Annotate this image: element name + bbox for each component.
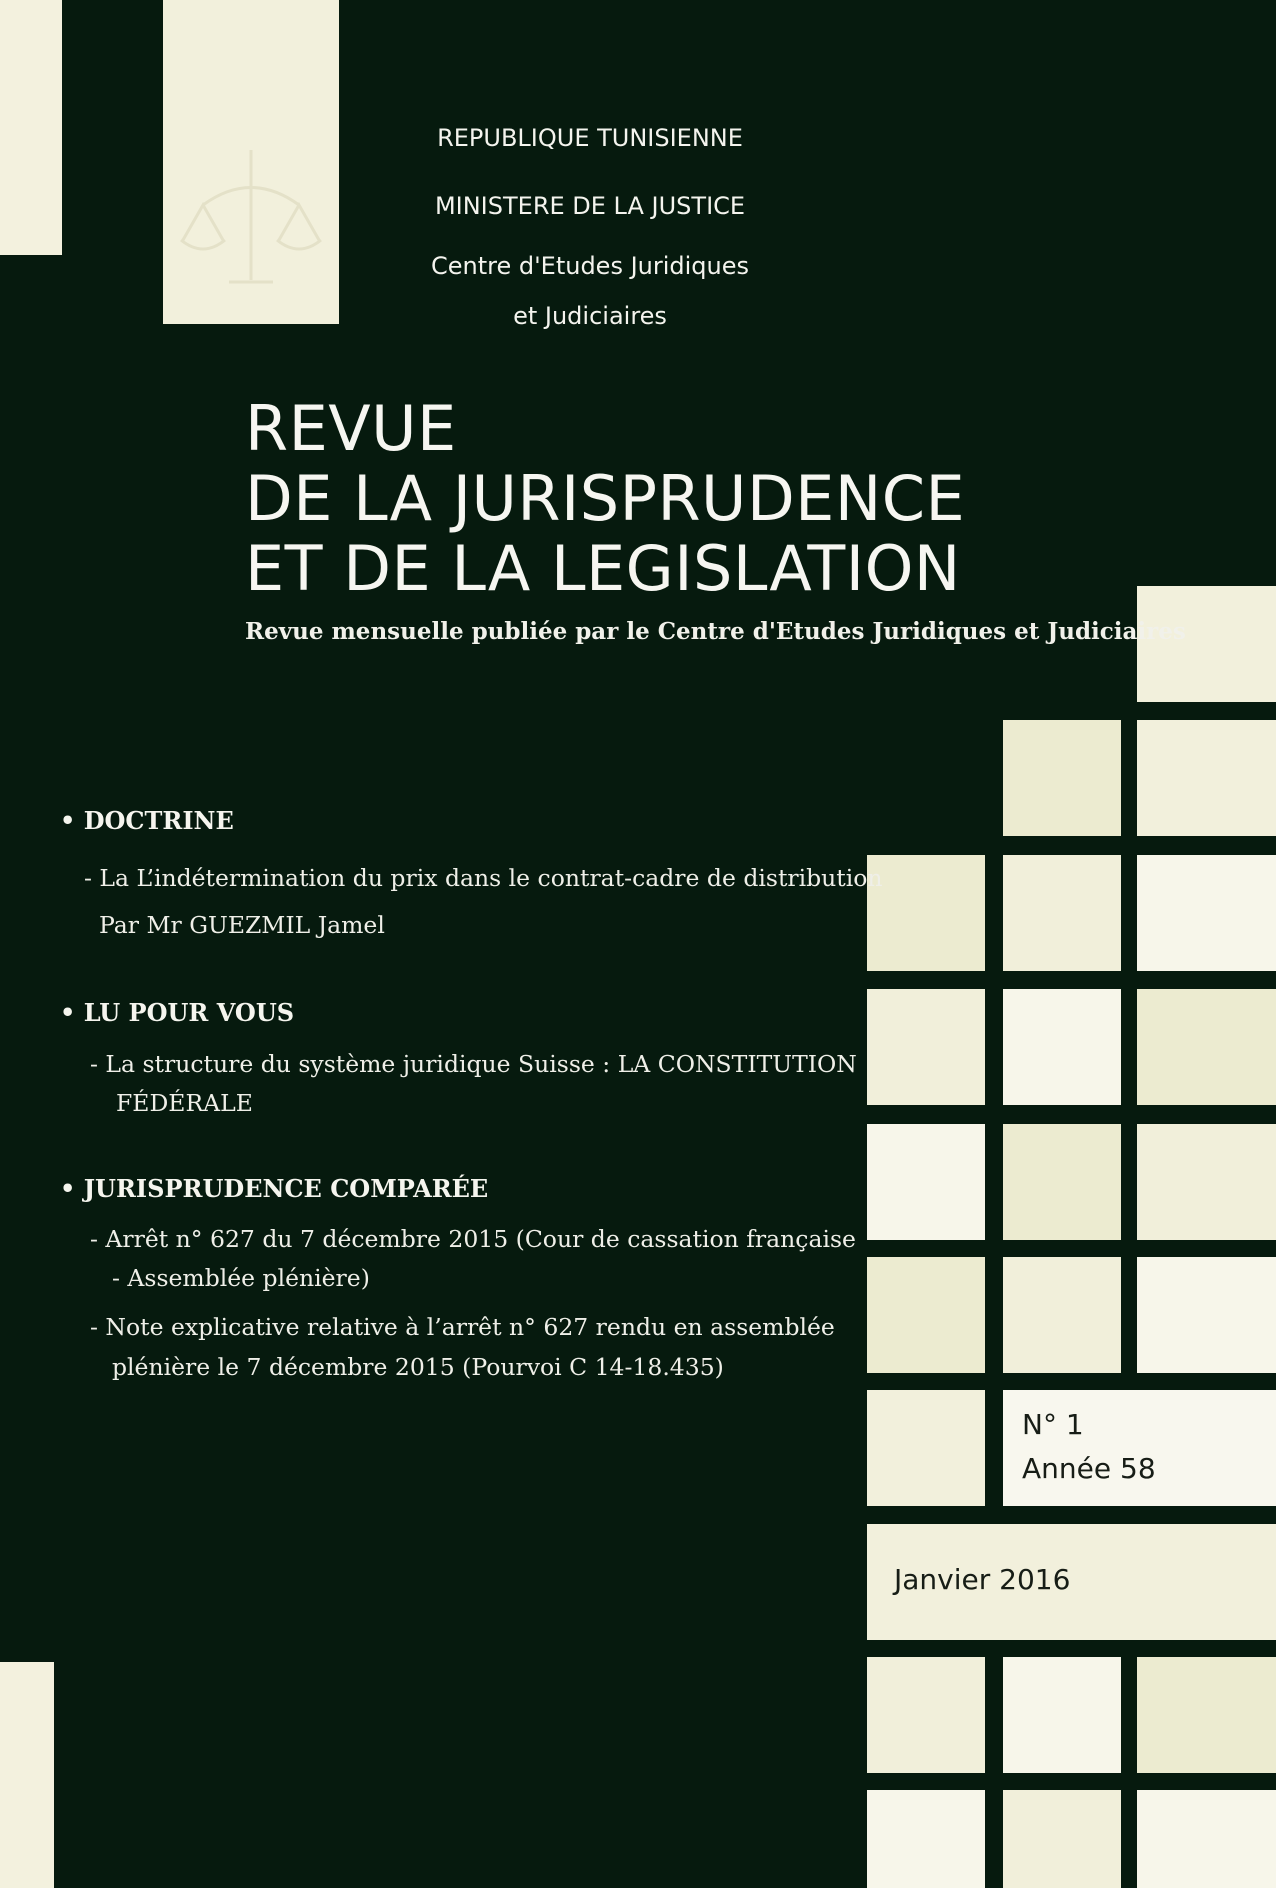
lu-pour-vous-title-line1: - La structure du système juridique Suisse : LA CONSTITUTION: [90, 1050, 857, 1078]
grid-panel: [1003, 720, 1121, 836]
jurisprudence-item1-line2: - Assemblée plénière): [112, 1264, 370, 1292]
grid-panel: [1137, 1790, 1276, 1888]
country-name: REPUBLIQUE TUNISIENNE: [437, 124, 743, 152]
emblem-panel: [163, 0, 339, 324]
journal-subtitle: Revue mensuelle publiée par le Centre d'Etudes Juridiques et Judiciaires: [245, 618, 1186, 645]
journal-title-line3: ET DE LA LEGISLATION: [245, 532, 961, 605]
issue-date: Janvier 2016: [894, 1563, 1071, 1596]
grid-panel: [867, 1257, 985, 1373]
jurisprudence-item2-line2: plénière le 7 décembre 2015 (Pourvoi C 14-18.435): [112, 1353, 724, 1381]
section-heading-jurisprudence-comparee: • JURISPRUDENCE COMPARÉE: [60, 1174, 489, 1203]
grid-panel: [867, 1124, 985, 1240]
journal-title-line2: DE LA JURISPRUDENCE: [245, 462, 966, 535]
issue-year: Année 58: [1022, 1452, 1156, 1485]
scales-of-justice-icon: [163, 0, 339, 324]
grid-panel: [1003, 855, 1121, 971]
grid-panel: [867, 1390, 985, 1506]
left-edge-panel-bottom: [0, 1662, 54, 1888]
grid-panel: [1003, 1124, 1121, 1240]
grid-panel: [1137, 720, 1276, 836]
grid-panel: [1137, 855, 1276, 971]
centre-name-line2: et Judiciaires: [513, 302, 667, 330]
jurisprudence-item2-line1: - Note explicative relative à l’arrêt n° 627 rendu en assemblée: [90, 1313, 835, 1341]
grid-panel: [1137, 1657, 1276, 1773]
left-edge-panel-top: [0, 0, 62, 255]
ministry-name: MINISTERE DE LA JUSTICE: [434, 192, 746, 220]
grid-panel: [1137, 1257, 1276, 1373]
grid-panel: [867, 989, 985, 1105]
jurisprudence-item1-line1: - Arrêt n° 627 du 7 décembre 2015 (Cour de cassation française: [90, 1225, 856, 1253]
grid-panel: [867, 855, 985, 971]
journal-title-line1: REVUE: [245, 392, 457, 465]
grid-panel: [1003, 1257, 1121, 1373]
grid-panel: [867, 1657, 985, 1773]
grid-panel: [1003, 989, 1121, 1105]
section-heading-doctrine: • DOCTRINE: [60, 806, 234, 835]
doctrine-article-author: Par Mr GUEZMIL Jamel: [99, 911, 385, 939]
centre-name-line1: Centre d'Etudes Juridiques: [430, 252, 750, 280]
lu-pour-vous-title-line2: FÉDÉRALE: [116, 1089, 253, 1117]
grid-panel: [1003, 1790, 1121, 1888]
grid-panel: [1137, 989, 1276, 1105]
issue-number: N° 1: [1022, 1408, 1084, 1441]
grid-panel: [1137, 1124, 1276, 1240]
section-heading-lu-pour-vous: • LU POUR VOUS: [60, 998, 295, 1027]
doctrine-article-title: - La L’indétermination du prix dans le contrat-cadre de distribution: [84, 864, 883, 892]
grid-panel: [867, 1790, 985, 1888]
grid-panel: [1003, 1657, 1121, 1773]
